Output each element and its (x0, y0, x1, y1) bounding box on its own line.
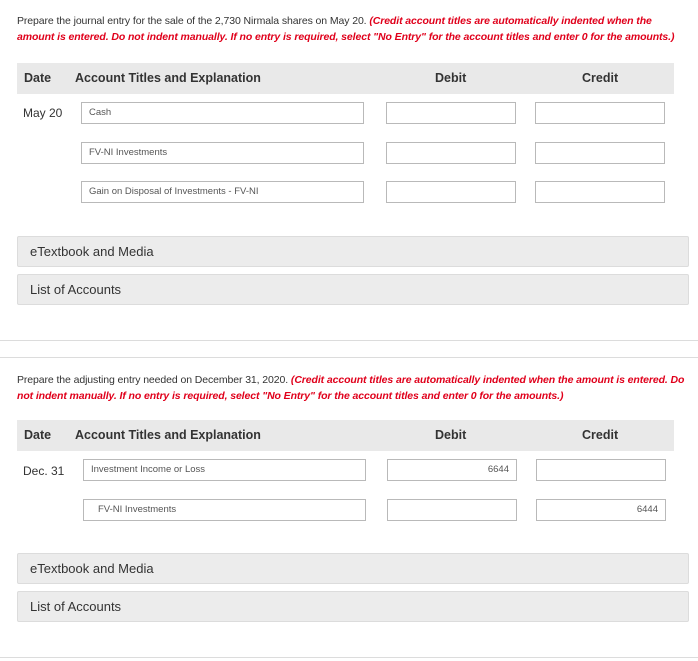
account-title-input[interactable]: Investment Income or Loss (83, 459, 366, 481)
debit-input[interactable] (386, 102, 516, 124)
entry-date: May 20 (23, 106, 63, 120)
account-title-input[interactable]: Gain on Disposal of Investments - FV-NI (81, 181, 364, 203)
header-account: Account Titles and Explanation (75, 428, 261, 442)
instruction-1-text: Prepare the journal entry for the sale of the 2,730 Nirmala shares on May 20. (17, 15, 367, 27)
list-of-accounts-button[interactable]: List of Accounts (17, 274, 689, 305)
entry-date: Dec. 31 (23, 464, 65, 478)
header-credit: Credit (582, 71, 619, 85)
section-divider (0, 340, 698, 341)
credit-input[interactable]: 6444 (536, 499, 666, 521)
instruction-2-note: (Credit account titles are automatically indented when the amount is entered. Do not indent manually. If no entry is required, select "No Entry" for the account titles and enter 0 for the amounts.) (17, 374, 685, 402)
instruction-2-text: Prepare the adjusting entry needed on December 31, 2020. (17, 374, 289, 386)
header-date: Date (24, 71, 52, 85)
instruction-1-note: (Credit account titles are automatically indented when the amount is entered. Do not indent manually. If no entry is required, select "No Entry" for the account titles and enter 0 for the amounts.) (17, 15, 675, 43)
debit-input[interactable]: 6644 (387, 459, 517, 481)
debit-input[interactable] (387, 499, 517, 521)
account-title-input[interactable]: FV-NI Investments (83, 499, 366, 521)
header-credit: Credit (582, 428, 619, 442)
section-divider (0, 657, 698, 658)
journal-header-2 (17, 420, 674, 451)
debit-input[interactable] (386, 142, 516, 164)
credit-input[interactable] (535, 181, 665, 203)
list-of-accounts-button[interactable]: List of Accounts (17, 591, 689, 622)
debit-input[interactable] (386, 181, 516, 203)
instruction-2 (17, 372, 689, 404)
header-debit: Debit (435, 428, 467, 442)
credit-input[interactable] (535, 142, 665, 164)
credit-input[interactable] (536, 459, 666, 481)
account-title-input[interactable]: FV-NI Investments (81, 142, 364, 164)
header-debit: Debit (435, 71, 467, 85)
etextbook-media-button[interactable]: eTextbook and Media (17, 236, 689, 267)
journal-header-1 (17, 63, 674, 94)
header-date: Date (24, 428, 52, 442)
account-title-input[interactable]: Cash (81, 102, 364, 124)
credit-input[interactable] (535, 102, 665, 124)
header-account: Account Titles and Explanation (75, 71, 261, 85)
instruction-1 (17, 13, 689, 45)
section-divider (0, 357, 698, 358)
etextbook-media-button[interactable]: eTextbook and Media (17, 553, 689, 584)
